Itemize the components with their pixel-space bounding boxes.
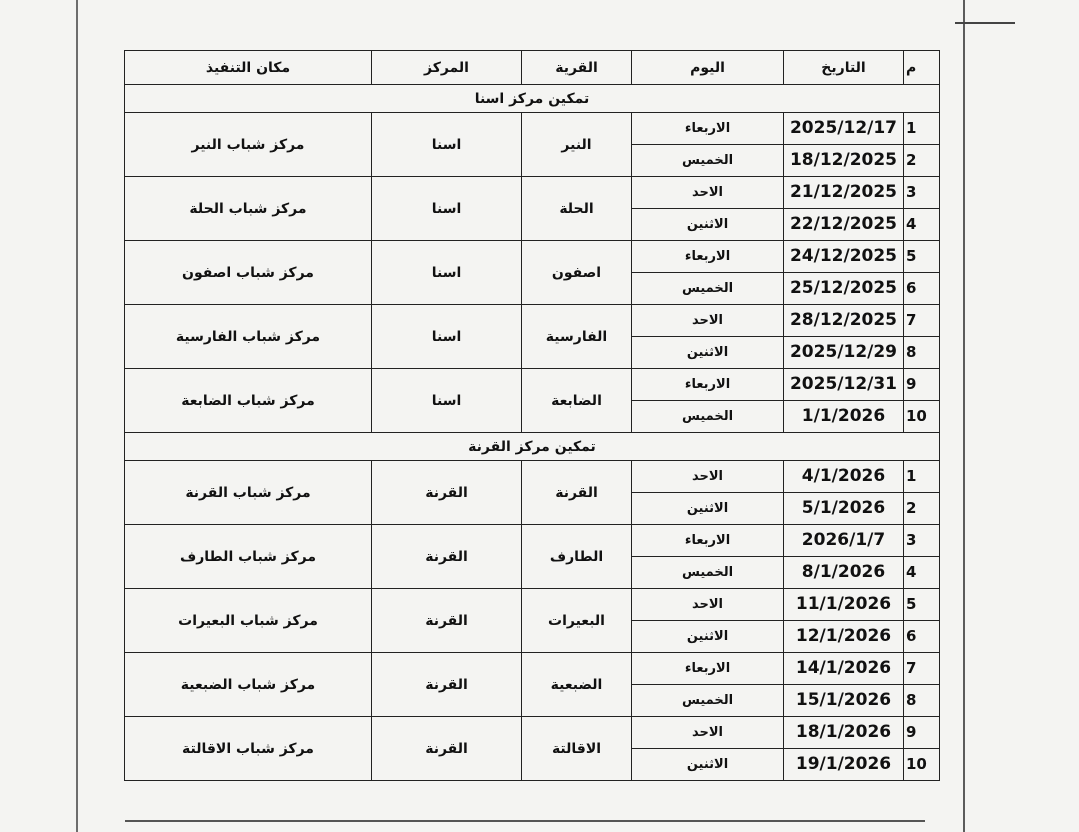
row-day: الاثنين: [632, 337, 784, 369]
section-row: [125, 85, 940, 113]
table-row: [125, 369, 940, 401]
row-index: 8: [904, 685, 940, 717]
row-index: 9: [904, 369, 940, 401]
table-row: [125, 305, 940, 337]
row-day: الخميس: [632, 401, 784, 433]
row-date: 11/1/2026: [784, 589, 904, 621]
row-day: الاحد: [632, 717, 784, 749]
group-center: القرنة: [372, 653, 522, 717]
row-date: 22/12/2025: [784, 209, 904, 241]
row-day: الخميس: [632, 557, 784, 589]
header-row: [125, 51, 940, 85]
row-index: 4: [904, 209, 940, 241]
row-day: الاحد: [632, 461, 784, 493]
row-date: 28/12/2025: [784, 305, 904, 337]
row-index: 10: [904, 749, 940, 781]
group-center: القرنة: [372, 525, 522, 589]
row-date: 8/1/2026: [784, 557, 904, 589]
group-center: القرنة: [372, 589, 522, 653]
header-village: القرية: [522, 51, 632, 85]
page-edge-right: [963, 0, 965, 832]
group-venue: مركز شباب الفارسية: [125, 305, 372, 369]
row-day: الخميس: [632, 273, 784, 305]
group-venue: مركز شباب الضبعية: [125, 653, 372, 717]
row-index: 2: [904, 145, 940, 177]
table-row: [125, 113, 940, 145]
row-date: 2025/12/17: [784, 113, 904, 145]
section-title: تمكين مركز اسنا: [125, 85, 940, 113]
row-index: 6: [904, 621, 940, 653]
group-center: اسنا: [372, 177, 522, 241]
table-row: [125, 461, 940, 493]
table-row: [125, 717, 940, 749]
row-index: 9: [904, 717, 940, 749]
row-day: الاثنين: [632, 749, 784, 781]
row-day: الاحد: [632, 177, 784, 209]
row-day: الاثنين: [632, 209, 784, 241]
row-date: 14/1/2026: [784, 653, 904, 685]
schedule-sheet: [124, 50, 939, 781]
group-center: القرنة: [372, 717, 522, 781]
row-day: الخميس: [632, 685, 784, 717]
group-village: الضبعية: [522, 653, 632, 717]
group-village: الطارف: [522, 525, 632, 589]
group-venue: مركز شباب البعيرات: [125, 589, 372, 653]
group-venue: مركز شباب القرنة: [125, 461, 372, 525]
group-center: اسنا: [372, 241, 522, 305]
row-index: 1: [904, 461, 940, 493]
group-venue: مركز شباب الضابعة: [125, 369, 372, 433]
row-index: 2: [904, 493, 940, 525]
header-day: اليوم: [632, 51, 784, 85]
table-row: [125, 177, 940, 209]
row-index: 6: [904, 273, 940, 305]
group-village: البعيرات: [522, 589, 632, 653]
row-index: 3: [904, 177, 940, 209]
row-index: 7: [904, 305, 940, 337]
row-index: 8: [904, 337, 940, 369]
row-index: 1: [904, 113, 940, 145]
row-date: 18/1/2026: [784, 717, 904, 749]
row-date: 12/1/2026: [784, 621, 904, 653]
corner-tick: [955, 22, 1015, 24]
group-village: النير: [522, 113, 632, 177]
page-edge-left: [76, 0, 78, 832]
section-row: [125, 433, 940, 461]
group-venue: مركز شباب الحلة: [125, 177, 372, 241]
row-day: الاربعاء: [632, 653, 784, 685]
header-date: التاريخ: [784, 51, 904, 85]
row-day: الاربعاء: [632, 241, 784, 273]
group-center: اسنا: [372, 369, 522, 433]
table-row: [125, 653, 940, 685]
row-date: 1/1/2026: [784, 401, 904, 433]
table-body: [125, 85, 940, 781]
row-index: 5: [904, 589, 940, 621]
row-day: الاحد: [632, 305, 784, 337]
group-venue: مركز شباب اصفون: [125, 241, 372, 305]
row-date: 15/1/2026: [784, 685, 904, 717]
row-day: الخميس: [632, 145, 784, 177]
table-row: [125, 525, 940, 557]
group-village: الضابعة: [522, 369, 632, 433]
row-date: 21/12/2025: [784, 177, 904, 209]
row-day: الاثنين: [632, 493, 784, 525]
group-village: الحلة: [522, 177, 632, 241]
row-date: 25/12/2025: [784, 273, 904, 305]
group-village: القرنة: [522, 461, 632, 525]
row-index: 7: [904, 653, 940, 685]
header-index: م: [904, 51, 940, 85]
row-date: 18/12/2025: [784, 145, 904, 177]
row-index: 10: [904, 401, 940, 433]
row-day: الاربعاء: [632, 525, 784, 557]
table-row: [125, 589, 940, 621]
group-center: اسنا: [372, 305, 522, 369]
row-day: الاربعاء: [632, 113, 784, 145]
row-date: 4/1/2026: [784, 461, 904, 493]
row-date: 24/12/2025: [784, 241, 904, 273]
group-village: الاقالتة: [522, 717, 632, 781]
row-day: الاربعاء: [632, 369, 784, 401]
group-village: اصفون: [522, 241, 632, 305]
group-village: الفارسية: [522, 305, 632, 369]
group-center: اسنا: [372, 113, 522, 177]
row-date: 5/1/2026: [784, 493, 904, 525]
schedule-table: [124, 50, 940, 781]
group-venue: مركز شباب النير: [125, 113, 372, 177]
row-index: 4: [904, 557, 940, 589]
row-day: الاحد: [632, 589, 784, 621]
row-day: الاثنين: [632, 621, 784, 653]
row-date: 2026/1/7: [784, 525, 904, 557]
row-index: 3: [904, 525, 940, 557]
section-title: تمكين مركز القرنة: [125, 433, 940, 461]
group-venue: مركز شباب الطارف: [125, 525, 372, 589]
header-venue: مكان التنفيذ: [125, 51, 372, 85]
row-index: 5: [904, 241, 940, 273]
group-venue: مركز شباب الاقالتة: [125, 717, 372, 781]
row-date: 2025/12/29: [784, 337, 904, 369]
row-date: 19/1/2026: [784, 749, 904, 781]
header-center: المركز: [372, 51, 522, 85]
group-center: القرنة: [372, 461, 522, 525]
table-row: [125, 241, 940, 273]
bottom-line: [125, 820, 925, 822]
row-date: 2025/12/31: [784, 369, 904, 401]
